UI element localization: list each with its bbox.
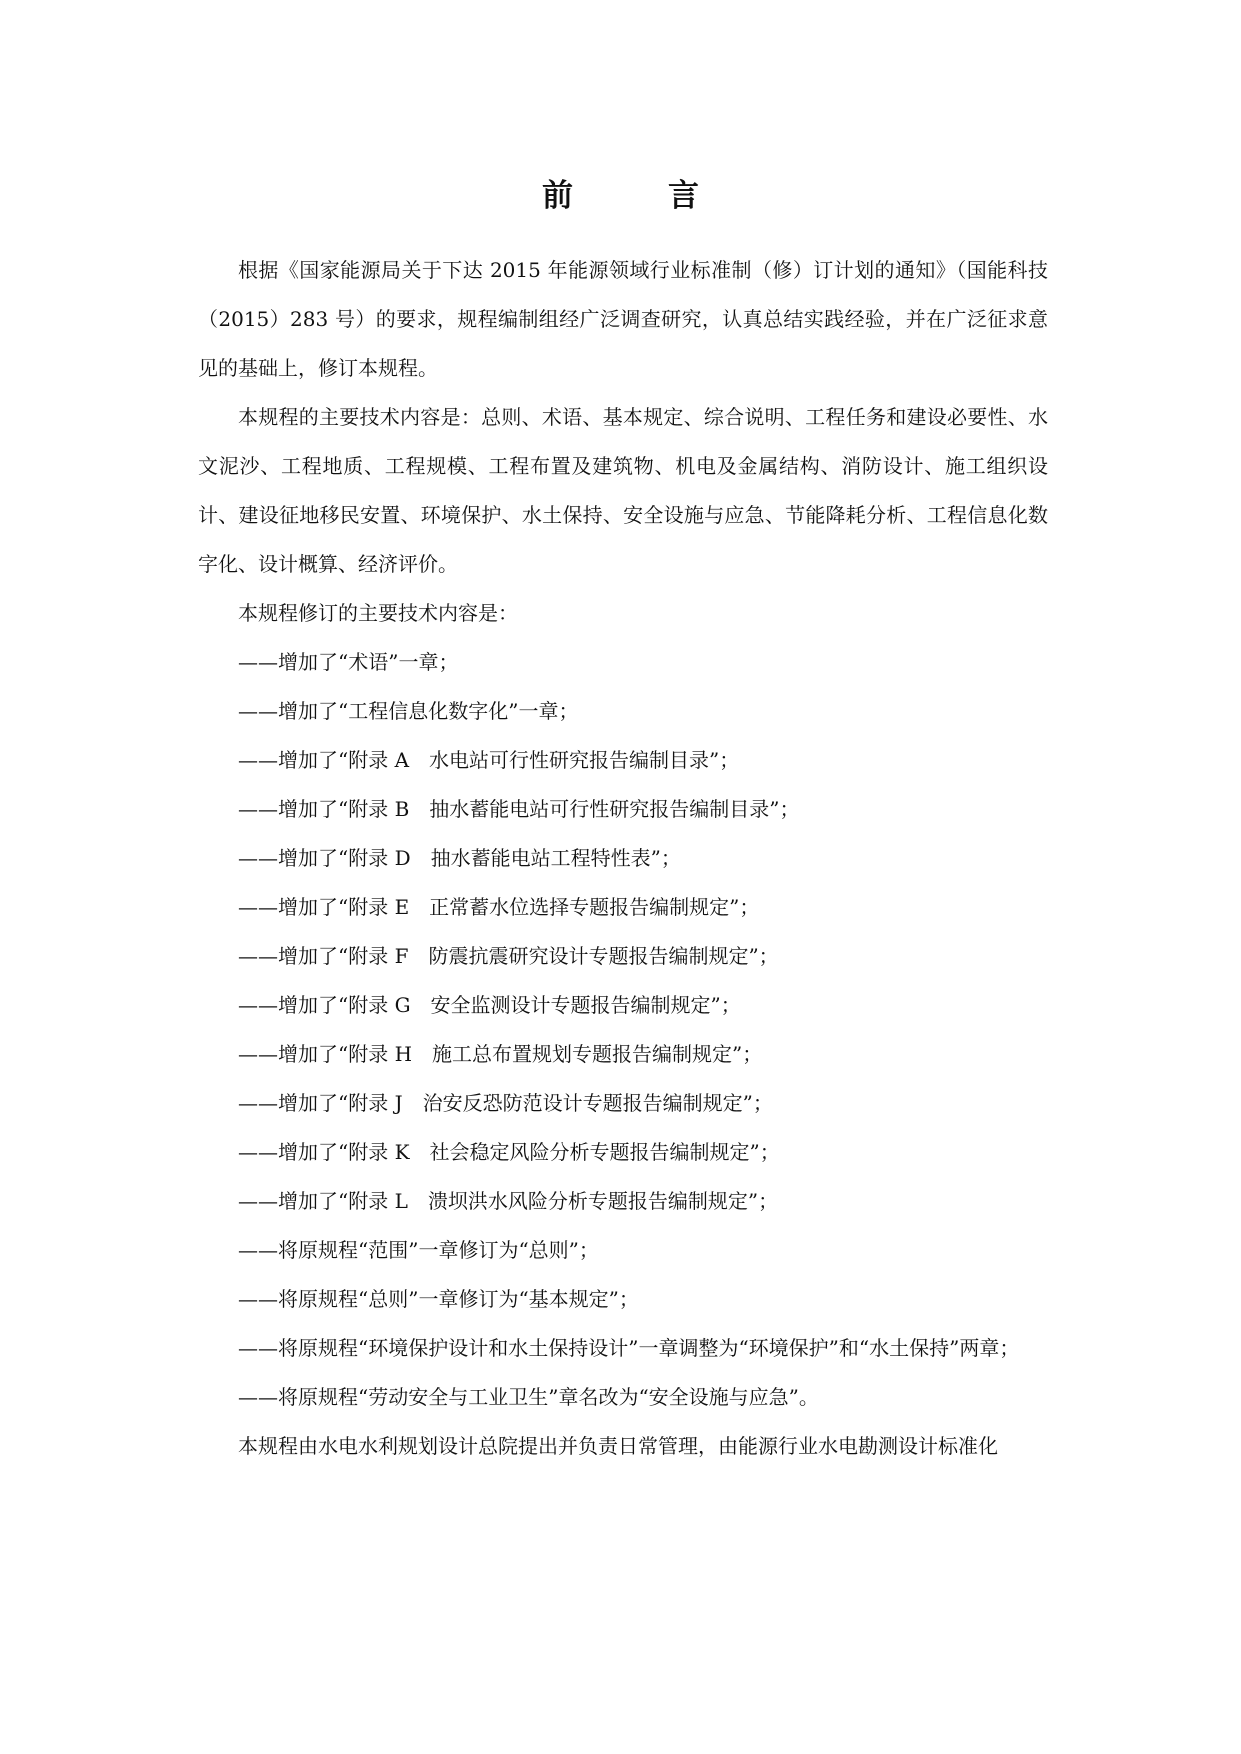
revision-item: ——增加了“工程信息化数字化”一章； [238,699,579,723]
revision-item: ——增加了“附录 E 正常蓄水位选择专题报告编制规定”； [238,895,760,919]
revision-item: ——增加了“附录 A 水电站可行性研究报告编制目录”； [238,748,740,772]
revision-item: ——增加了“附录 D 抽水蓄能电站工程特性表”； [238,846,681,870]
revision-item: ——增加了“附录 K 社会稳定风险分析专题报告编制规定”； [238,1140,780,1164]
revision-item: ——将原规程“总则”一章修订为“基本规定”； [238,1287,639,1311]
revision-item: ——增加了“附录 H 施工总布置规划专题报告编制规定”； [238,1042,763,1066]
page-title: 前 言 [542,178,731,214]
revision-item: ——增加了“附录 G 安全监测设计专题报告编制规定”； [238,993,741,1017]
revision-item: ——将原规程“劳动安全与工业卫生”章名改为“安全设施与应急”。 [238,1385,819,1409]
paragraph-management: 本规程由水电水利规划设计总院提出并负责日常管理，由能源行业水电勘测设计标准化 [238,1434,998,1458]
revision-item: ——将原规程“范围”一章修订为“总则”； [238,1238,599,1262]
revision-item: ——增加了“附录 L 溃坝洪水风险分析专题报告编制规定”； [238,1189,779,1213]
revision-item: ——增加了“术语”一章； [238,650,459,674]
document-body [198,246,1048,1471]
paragraph-main-content: 本规程的主要技术内容是：总则、术语、基本规定、综合说明、工程任务和建设必要性、水文泥沙、工程地质、工程规模、工程布置及建筑物、机电及金属结构、消防设计、施工组织设计、建设征地移民安置、环境保护、水土保持、安全设施与应急、节能降耗分析、工程信息化数字化、设计概算、经济评价。 [198,405,1048,576]
revision-item: ——将原规程“环境保护设计和水土保持设计”一章调整为“环境保护”和“水土保持”两章； [238,1336,1020,1360]
paragraph-basis: 根据《国家能源局关于下达 2015 年能源领域行业标准制（修）订计划的通知》（国能科技（2015）283 号）的要求，规程编制组经广泛调查研究，认真总结实践经验，并在广泛征求意见的基础上，修订本规程。 [198,258,1048,380]
revision-item: ——增加了“附录 B 抽水蓄能电站可行性研究报告编制目录”； [238,797,800,821]
revision-item: ——增加了“附录 J 治安反恐防范设计专题报告编制规定”； [238,1091,773,1115]
revision-item: ——增加了“附录 F 防震抗震研究设计专题报告编制规定”； [238,944,779,968]
paragraph-revision-intro: 本规程修订的主要技术内容是： [238,601,518,625]
